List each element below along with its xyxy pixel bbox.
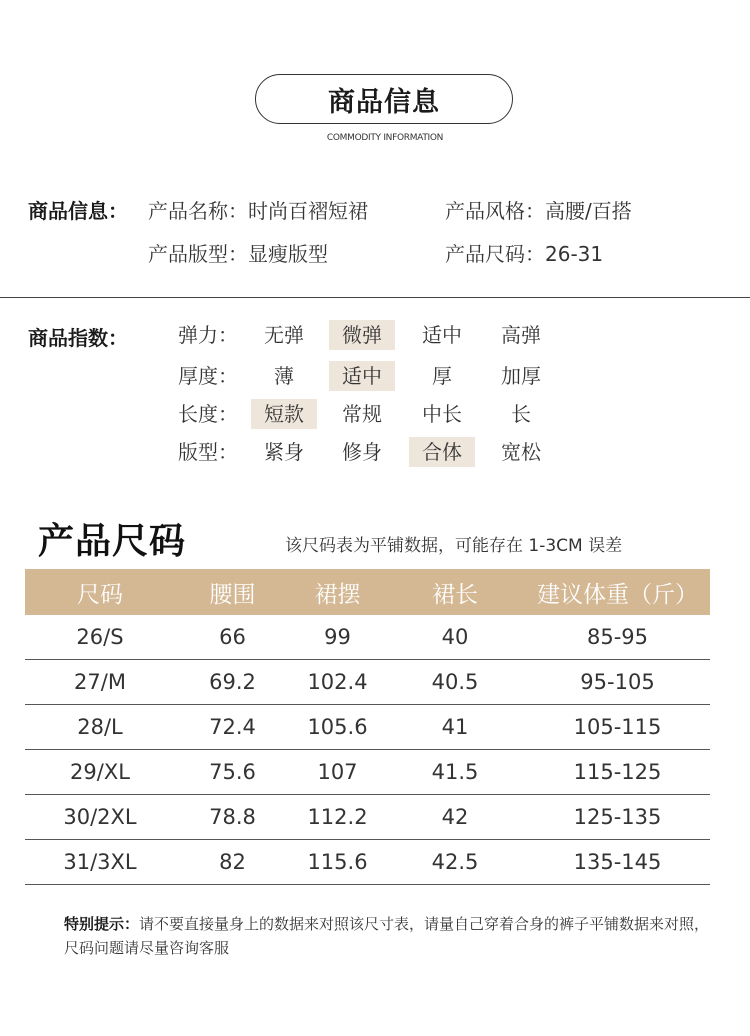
table-cell: 66 — [219, 625, 246, 649]
index-row — [0, 437, 750, 467]
table-cell: 40 — [441, 625, 469, 649]
index-row-head: 版型： — [178, 440, 238, 464]
table-cell: 42 — [441, 805, 469, 829]
product-size: 产品尺码：26-31 — [445, 242, 604, 266]
table-row — [25, 795, 710, 840]
table-cell: 29/XL — [70, 760, 130, 784]
index-row-head: 长度： — [178, 402, 238, 426]
column-header: 建议体重（斤） — [537, 581, 698, 608]
index-row-head: 弹力： — [178, 323, 238, 347]
index-option: 厚 — [432, 364, 452, 388]
table-cell: 72.4 — [209, 715, 256, 739]
index-option: 薄 — [274, 364, 294, 388]
tip-text: 请不要直接量身上的数据来对照该尺寸表，请量自己穿着合身的裤子平铺数据来对照，尺码问题请尽量咨询客服 — [64, 915, 710, 957]
table-cell: 27/M — [74, 670, 126, 694]
special-tip — [64, 912, 714, 960]
table-cell: 41.5 — [431, 760, 479, 784]
index-option: 适中 — [422, 323, 462, 347]
index-option: 无弹 — [264, 323, 304, 347]
table-cell: 28/L — [77, 715, 123, 739]
index-option: 高弹 — [501, 323, 541, 347]
size-table-body — [25, 615, 710, 885]
table-cell: 107 — [317, 760, 358, 784]
table-cell: 125-135 — [573, 805, 662, 829]
product-name: 产品名称：时尚百褶短裙 — [148, 199, 368, 223]
table-cell: 40.5 — [431, 670, 479, 694]
index-option-selected: 短款 — [251, 399, 317, 429]
index-option-selected: 适中 — [329, 361, 395, 391]
section-title: 商品信息 — [328, 86, 440, 118]
size-table-header — [25, 569, 710, 615]
size-chart-title: 产品尺码 — [38, 521, 187, 562]
table-row — [25, 660, 710, 705]
index-row — [0, 399, 750, 429]
table-cell: 85-95 — [586, 625, 649, 649]
index-option-selected: 合体 — [409, 437, 475, 467]
table-cell: 112.2 — [307, 805, 368, 829]
index-option: 修身 — [342, 440, 382, 464]
size-table — [25, 569, 710, 885]
column-header: 腰围 — [209, 581, 256, 608]
tip-label: 特别提示： — [64, 915, 140, 933]
table-cell: 115.6 — [307, 850, 368, 874]
index-row — [0, 320, 750, 350]
column-header: 尺码 — [77, 581, 123, 608]
table-row — [25, 615, 710, 660]
table-cell: 102.4 — [307, 670, 368, 694]
index-option: 中长 — [422, 402, 462, 426]
product-style: 产品风格：高腰/百搭 — [445, 199, 632, 223]
index-option: 紧身 — [264, 440, 304, 464]
table-cell: 78.8 — [209, 805, 256, 829]
index-row-head: 厚度： — [178, 364, 238, 388]
size-chart-note: 该尺码表为平铺数据，可能存在 1-3CM 误差 — [285, 536, 623, 556]
section-subtitle: COMMODITY INFORMATION — [326, 133, 444, 143]
index-option-selected: 微弹 — [329, 320, 395, 350]
table-cell: 41 — [441, 715, 469, 739]
table-cell: 42.5 — [431, 850, 479, 874]
table-cell: 69.2 — [209, 670, 256, 694]
index-option: 常规 — [342, 402, 382, 426]
table-row — [25, 750, 710, 795]
table-cell: 105.6 — [307, 715, 368, 739]
table-cell: 30/2XL — [63, 805, 137, 829]
column-header: 裙摆 — [314, 581, 361, 608]
table-row — [25, 705, 710, 750]
table-cell: 75.6 — [209, 760, 256, 784]
product-fit: 产品版型：显瘦版型 — [148, 242, 328, 266]
table-cell: 95-105 — [580, 670, 655, 694]
table-cell: 99 — [324, 625, 351, 649]
index-option: 长 — [511, 402, 531, 426]
table-cell: 135-145 — [573, 850, 662, 874]
table-cell: 115-125 — [573, 760, 662, 784]
column-header: 裙长 — [432, 581, 478, 608]
table-cell: 31/3XL — [63, 850, 137, 874]
table-row — [25, 840, 710, 885]
index-label: 商品指数： — [28, 326, 128, 350]
table-cell: 105-115 — [573, 715, 662, 739]
table-cell: 82 — [219, 850, 246, 874]
section-divider — [0, 297, 750, 298]
section-title-pill — [255, 74, 513, 124]
table-cell: 26/S — [76, 625, 124, 649]
index-option: 宽松 — [501, 440, 541, 464]
info-label: 商品信息： — [28, 199, 128, 223]
index-option: 加厚 — [501, 364, 541, 388]
index-row — [0, 361, 750, 391]
